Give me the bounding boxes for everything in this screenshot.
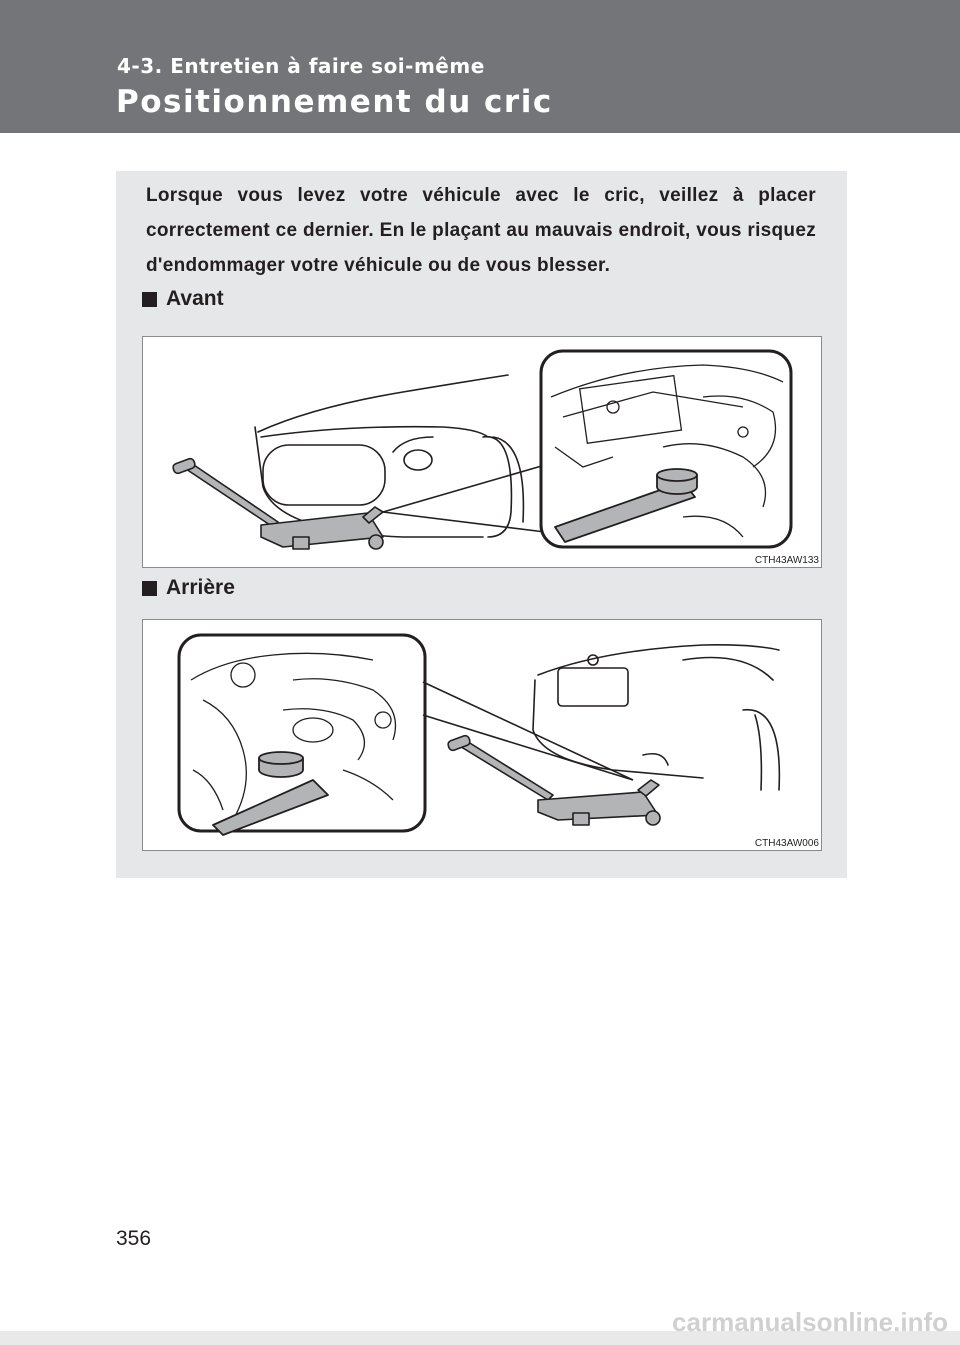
subheading-front xyxy=(142,287,224,311)
subheading-front-label: Avant xyxy=(166,287,224,310)
header-bar xyxy=(0,0,960,133)
bullet-square-icon xyxy=(142,581,157,596)
page-number: 356 xyxy=(116,1227,152,1250)
front-jack-illustration xyxy=(143,337,821,567)
rear-jack-illustration xyxy=(143,620,821,850)
bullet-square-icon xyxy=(142,292,157,307)
figure-code: CTH43AW133 xyxy=(754,555,819,566)
subheading-rear-label: Arrière xyxy=(166,576,235,599)
page-title: Positionnement du cric xyxy=(116,84,553,120)
figure-code: CTH43AW006 xyxy=(754,838,819,849)
subheading-rear xyxy=(142,576,235,600)
figure-front-jack xyxy=(142,336,822,568)
watermark: carmanualsonline.info xyxy=(672,1307,948,1337)
intro-paragraph: Lorsque vous levez votre véhicule avec le cric, veillez à placer correctement ce dernier. En le plaçant au mauvais endroit, vous risquez d'endommager votre véhicule ou de vous blesser. xyxy=(146,185,816,276)
figure-rear-jack xyxy=(142,619,822,851)
section-label: 4-3. Entretien à faire soi-même xyxy=(117,54,485,78)
